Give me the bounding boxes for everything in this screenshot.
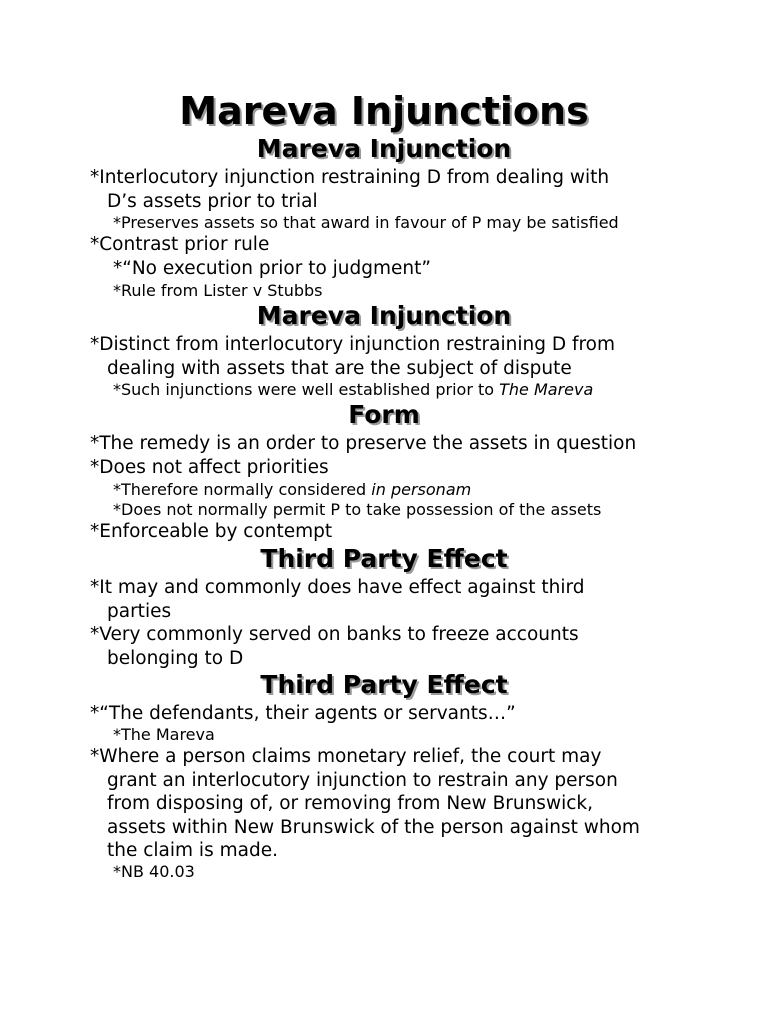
bullet-line: D’s assets prior to trial xyxy=(107,190,318,212)
bullet-item: *The remedy is an order to preserve the assets in question xyxy=(90,433,637,454)
sub-bullet-item xyxy=(113,480,713,500)
bullet-line: *Very commonly served on banks to freeze accounts xyxy=(90,624,579,645)
sub-bullet-item xyxy=(113,380,713,400)
latin-term-italic: in personam xyxy=(371,480,472,499)
bullet-line: dealing with assets that are the subject of dispute xyxy=(107,357,572,379)
bullet-item: *“The defendants, their agents or servants…” xyxy=(90,703,516,724)
bullet-line: grant an interlocutory injunction to restrain any person xyxy=(107,769,618,791)
bullet-item xyxy=(90,166,690,213)
section-heading: Form xyxy=(348,400,420,429)
bullet-line: *It may and commonly does have effect against third xyxy=(90,577,585,598)
case-name-italic: The Mareva xyxy=(499,380,594,399)
sub-bullet-item: *The Mareva xyxy=(113,725,215,744)
bullet-line: *Distinct from interlocutory injunction restraining D from xyxy=(90,334,615,355)
section-heading: Mareva Injunction xyxy=(256,134,512,163)
page-title: Mareva Injunctions xyxy=(179,89,589,133)
bullet-line: the claim is made. xyxy=(107,840,278,861)
bullet-item xyxy=(90,623,690,670)
section-heading: Third Party Effect xyxy=(260,670,508,699)
bullet-line: from disposing of, or removing from New Brunswick, xyxy=(107,793,593,814)
sub-bullet-text: *Therefore normally considered xyxy=(113,480,372,499)
bullet-line: parties xyxy=(107,600,172,622)
bullet-item xyxy=(90,745,690,863)
sub-bullet-item: *Preserves assets so that award in favour of P may be satisfied xyxy=(113,213,619,232)
sub-bullet-item: *NB 40.03 xyxy=(113,862,195,881)
bullet-line: *Interlocutory injunction restraining D from dealing with xyxy=(90,167,610,188)
bullet-item xyxy=(90,576,690,623)
bullet-item xyxy=(90,333,690,380)
bullet-line: *Where a person claims monetary relief, the court may xyxy=(90,746,602,767)
bullet-line: assets within New Brunswick of the person against whom xyxy=(107,816,640,838)
sub-bullet-item: *Does not normally permit P to take possession of the assets xyxy=(113,500,602,519)
bullet-item: *Contrast prior rule xyxy=(90,234,270,255)
section-heading: Third Party Effect xyxy=(260,544,508,573)
section-heading: Mareva Injunction xyxy=(256,301,512,330)
bullet-item: *Does not affect priorities xyxy=(90,457,329,478)
bullet-item: *Enforceable by contempt xyxy=(90,521,333,542)
sub-bullet-item: *Rule from Lister v Stubbs xyxy=(113,281,323,300)
bullet-line: belonging to D xyxy=(107,647,244,669)
sub-bullet-text: *Such injunctions were well established prior to xyxy=(113,380,500,399)
sub-bullet-item: *“No execution prior to judgment” xyxy=(113,258,431,279)
